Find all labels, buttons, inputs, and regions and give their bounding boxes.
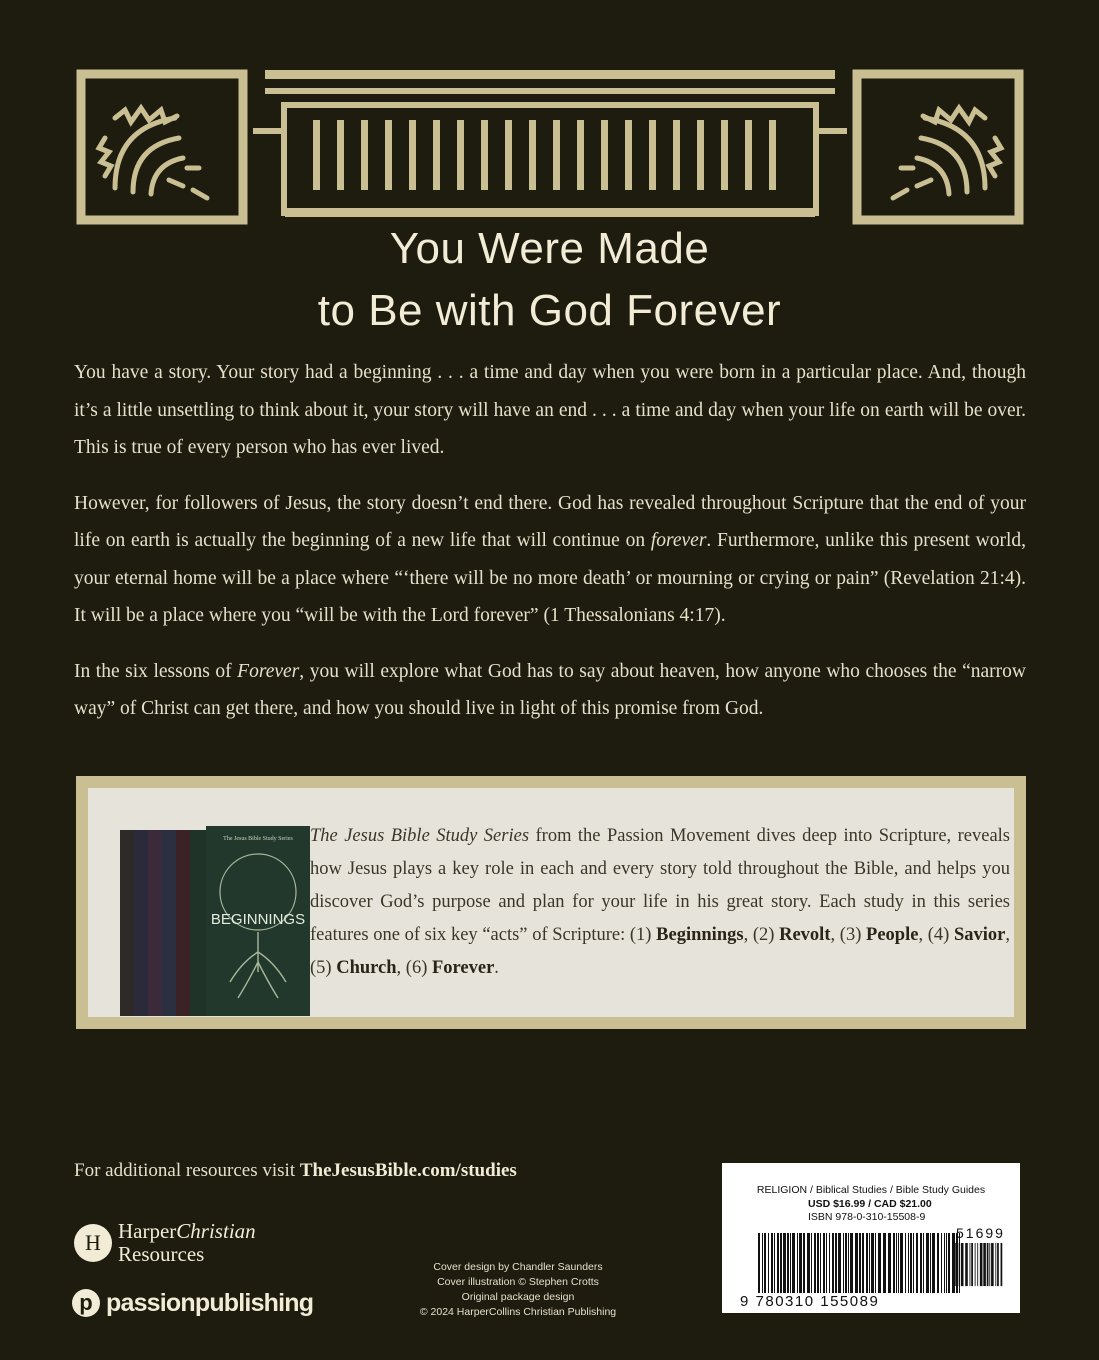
credit-line: © 2024 HarperCollins Christian Publishing	[419, 1306, 617, 1318]
bisac-category: RELIGION / Biblical Studies / Bible Study Guides	[756, 1184, 986, 1196]
barcode-bar	[923, 1233, 924, 1293]
barcode-bar	[980, 1243, 983, 1286]
credit-line: Cover design by Chandler Saunders	[433, 1261, 603, 1273]
barcode-bar	[1001, 1243, 1003, 1286]
barcode-bar	[910, 1233, 912, 1293]
sep-2: , (2)	[743, 925, 780, 945]
barcode-bar	[975, 1243, 976, 1286]
barcode-bar	[997, 1243, 999, 1286]
act-6: Forever	[431, 958, 495, 978]
barcode-bar	[803, 1233, 805, 1293]
spine-revolt	[176, 830, 190, 1016]
paragraph-2-emphasis: forever	[650, 530, 707, 551]
barcode-bar	[913, 1233, 914, 1293]
barcode-bar	[916, 1233, 918, 1293]
credit-line: Original package design	[461, 1291, 575, 1303]
barcode-bar	[965, 1243, 968, 1286]
barcode-bar	[855, 1233, 858, 1293]
barcode-bar	[908, 1233, 909, 1293]
barcode-bar	[946, 1233, 947, 1293]
barcode-bar	[783, 1233, 786, 1293]
resources-line	[74, 1160, 517, 1182]
series-panel	[76, 776, 1026, 1029]
barcode-bar	[878, 1233, 881, 1293]
barcode-bar	[799, 1233, 802, 1293]
barcode-bar	[768, 1233, 769, 1293]
publisher-name-b: Christian	[176, 1219, 256, 1243]
barcode-bar	[937, 1233, 939, 1293]
paragraph-2	[74, 485, 1026, 635]
credit-line: Cover illustration © Stephen Crotts	[437, 1276, 599, 1288]
barcode-bar	[875, 1233, 876, 1293]
barcode-bar	[888, 1233, 891, 1293]
addon-barcode	[948, 1243, 1010, 1293]
credits	[406, 1260, 630, 1320]
act-5: Church	[336, 958, 397, 978]
page-title	[0, 218, 1099, 342]
barcode-bar	[893, 1233, 895, 1293]
paragraph-3	[74, 653, 1026, 728]
barcode-bar	[850, 1233, 853, 1293]
paragraph-3-text-a: In the six lessons of	[74, 660, 238, 682]
barcode-bar	[835, 1233, 837, 1293]
barcode-bar	[959, 1243, 960, 1286]
paragraph-2-text-b: . Furthermore, unlike this present world, your eternal home will be a place where “‘there will be no more death’ or mourning or crying or pain” (Revelation 21:4). It will be a place where you “will be with the Lord forever” (1 Thessalonians 4:17).	[74, 530, 1026, 626]
barcode-bar	[807, 1233, 810, 1293]
publisher-name-a: Harper	[118, 1219, 177, 1243]
barcode-bar	[829, 1233, 830, 1293]
paragraph-3-text-b: , you will explore what God has to say about heaven, how anyone who chooses the “narrow way” of Christ can get there, and how you should live in light of this promise from God.	[74, 660, 1027, 719]
barcode-bar	[764, 1233, 766, 1293]
barcode-bar	[991, 1243, 994, 1286]
cover-title: BEGINNINGS	[210, 911, 306, 928]
barcode-bar	[790, 1233, 791, 1293]
series-text: from the Passion Movement dives deep into Scripture, reveals how Jesus plays a key role in each and every story told throughout the Bible, and helps you discover God’s purpose and plan for your life in his great story. Each study in this series features one of six key “acts” of Scripture: (1)	[310, 826, 1011, 945]
harpercollins-logo	[74, 1220, 304, 1276]
barcode-bar	[926, 1233, 929, 1293]
barcode-bar	[817, 1233, 819, 1293]
paragraph-1: You have a story. Your story had a beginning . . . a time and day when you were born in a particular place. And, though it’s a little unsettling to think about it, your story will have an end . . . a time and day when your life on earth will be over. This is true of every person who has ever lived.	[74, 362, 1026, 458]
cover-series-label: The Jesus Bible Study Series	[223, 836, 293, 842]
barcode-digits: 9 780310 155089	[740, 1293, 880, 1310]
barcode-bar	[987, 1243, 989, 1286]
barcode-bar	[832, 1233, 834, 1293]
barcode-bar	[971, 1243, 973, 1286]
barcode-bar	[977, 1243, 978, 1286]
barcode-bar	[905, 1233, 906, 1293]
series-panel-inner	[88, 788, 1014, 1017]
barcode-bar	[871, 1233, 874, 1293]
barcode-bar	[780, 1233, 782, 1293]
barcode-bar	[866, 1233, 868, 1293]
barcode-bar	[995, 1243, 996, 1286]
resources-prefix: For additional resources visit	[74, 1160, 300, 1181]
spine-forever	[120, 830, 134, 1016]
series-description	[310, 820, 1010, 985]
barcode-bar	[961, 1243, 964, 1286]
addon-number: 51699	[956, 1225, 1005, 1241]
barcode-bar	[848, 1233, 849, 1293]
barcode-bar	[970, 1243, 971, 1286]
barcode-bar	[941, 1233, 942, 1293]
barcode-bar	[814, 1233, 816, 1293]
barcode-bar	[843, 1233, 844, 1293]
barcode-bar	[826, 1233, 827, 1293]
publisher-name	[118, 1220, 256, 1242]
passion-name: passionpublishing	[106, 1289, 314, 1317]
title-line-1: You Were Made	[389, 224, 710, 273]
barcode-bar	[762, 1233, 763, 1293]
act-4: Savior	[953, 925, 1006, 945]
barcode-bar	[900, 1233, 903, 1293]
barcode-bar	[859, 1233, 861, 1293]
barcode-bar	[896, 1233, 897, 1293]
paragraph-2-text-a: However, for followers of Jesus, the story doesn’t end there. God has revealed throughout Scripture that the end of your life on earth is actually the beginning of a new life that will continue on	[74, 492, 1026, 551]
barcode-bar	[787, 1233, 789, 1293]
barcode-bar	[823, 1233, 825, 1293]
series-name: The Jesus Bible Study Series	[310, 826, 530, 846]
sep-6: , (6)	[396, 958, 432, 978]
barcode-bar	[944, 1233, 945, 1293]
barcode-bar	[811, 1233, 812, 1293]
act-2: Revolt	[779, 925, 831, 945]
barcode-bar	[989, 1243, 990, 1286]
passion-logo-icon: p	[72, 1289, 100, 1317]
title-line-2: to Be with God Forever	[317, 286, 782, 335]
harper-logo-icon: H	[74, 1224, 112, 1262]
barcode-bar	[771, 1233, 773, 1293]
book-set-image	[114, 822, 318, 1020]
barcode-bar	[862, 1233, 864, 1293]
spine-church	[134, 830, 148, 1016]
price: USD $16.99 / CAD $21.00	[808, 1198, 932, 1210]
barcode-bar	[954, 1243, 956, 1286]
barcode-bar	[883, 1233, 886, 1293]
sep-5: , (5)	[310, 925, 1010, 978]
barcode-bar	[792, 1233, 795, 1293]
barcode-bar	[845, 1233, 847, 1293]
barcode-bar	[898, 1233, 899, 1293]
barcode-bar	[797, 1233, 798, 1293]
spine-beginnings	[190, 830, 206, 1016]
spine-savior	[148, 830, 162, 1016]
barcode-bar	[920, 1233, 922, 1293]
barcode-bar	[838, 1233, 841, 1293]
barcode-bar	[758, 1233, 760, 1293]
spine-people	[162, 830, 176, 1016]
barcode-bar	[932, 1233, 935, 1293]
description	[74, 354, 1026, 746]
barcode-bar	[983, 1243, 986, 1286]
passion-publishing-logo	[72, 1287, 312, 1323]
barcode-bar	[869, 1233, 870, 1293]
isbn-barcode-box	[722, 1163, 1020, 1313]
series-end: .	[494, 958, 499, 978]
barcode-bar	[957, 1243, 958, 1286]
barcode-bar	[930, 1233, 931, 1293]
sep-3: , (3)	[830, 925, 867, 945]
barcode-bar	[774, 1233, 775, 1293]
paragraph-3-emphasis: Forever	[237, 660, 300, 682]
isbn-number: ISBN 978-0-310-15508-9	[808, 1211, 926, 1223]
sep-4: , (4)	[918, 925, 954, 945]
barcode-bar	[777, 1233, 779, 1293]
resources-link[interactable]: TheJesusBible.com/studies	[299, 1160, 517, 1181]
barcode-bar	[820, 1233, 821, 1293]
act-1: Beginnings	[656, 925, 744, 945]
publisher-sub: Resources	[118, 1242, 205, 1266]
decorative-header-frame	[75, 68, 1025, 226]
act-3: People	[866, 925, 919, 945]
